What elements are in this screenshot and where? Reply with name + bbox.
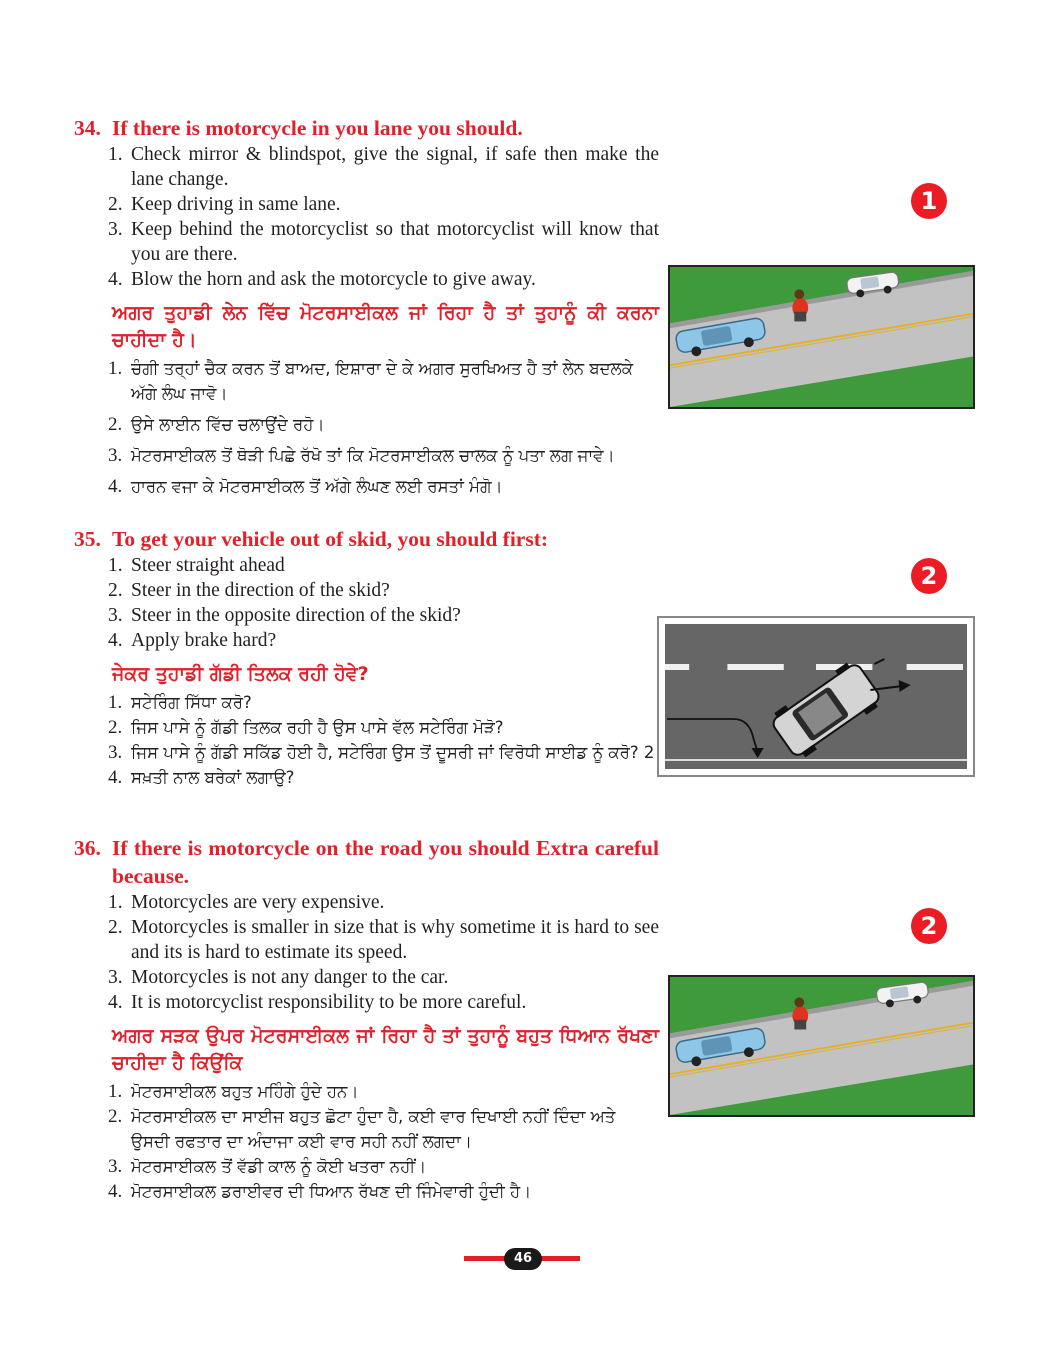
options-pa — [74, 690, 659, 790]
question-text: If there is motorcycle on the road you should Extra careful because. — [112, 836, 659, 888]
option-pa: 3. ਜਿਸ ਪਾਸੇ ਨੂੰ ਗੱਡੀ ਸਕਿੱਡ ਹੋਈ ਹੈ, ਸਟੇਰਿੰਗ ਉਸ ਤੋਂ ਦੂਸਰੀ ਜਾਂ ਵਿਰੋਧੀ ਸਾਈਡ ਨੂੰ ਕਰੋ? 2 — [108, 742, 655, 763]
option-en: 4. Apply brake hard? — [108, 630, 277, 651]
option-pa: 2. ਉਸੇ ਲਾਈਨ ਵਿੱਚ ਚਲਾਉਂਦੇ ਰਹੋ। — [108, 414, 325, 435]
option-pa: 2. ਜਿਸ ਪਾਸੇ ਨੂੰ ਗੱਡੀ ਤਿਲਕ ਰਹੀ ਹੈ ਉਸ ਪਾਸੇ ਵੱਲ ਸਟੇਰਿੰਗ ਮੋੜੋ? — [108, 717, 504, 738]
road-scene-image — [670, 267, 973, 407]
option-pa: 4. ਸਖ਼ਤੀ ਨਾਲ ਬਰੇਕਾਂ ਲਗਾਉ? — [108, 767, 295, 788]
answer-badge-34: 1 — [911, 183, 947, 219]
option-en: 1. Check mirror & blindspot, give the signal, if safe then make the lane change. — [108, 144, 659, 190]
option-en: 1. Motorcycles are very expensive. — [108, 892, 385, 913]
question-text: To get your vehicle out of skid, you should first: — [112, 527, 549, 551]
option-pa: 4. ਮੋਟਰਸਾਈਕਲ ਡਰਾਈਵਰ ਦੀ ਧਿਆਨ ਰੱਖਣ ਦੀ ਜਿੰਮੇਵਾਰੀ ਹੁੰਦੀ ਹੈ। — [108, 1181, 532, 1202]
question-34-title-pa: ਅਗਰ ਤੁਹਾਡੀ ਲੇਨ ਵਿੱਚ ਮੋਟਰਸਾਈਕਲ ਜਾਂ ਰਿਹਾ ਹੈ ਤਾਂ ਤੁਹਾਨੂੰ ਕੀ ਕਰਨਾ ਚਾਹੀਦਾ ਹੈ। — [112, 302, 659, 351]
skid-illustration — [657, 616, 975, 777]
option-pa: 1. ਸਟੇਰਿੰਗ ਸਿੱਧਾ ਕਰੋ? — [108, 692, 252, 713]
motorcycle-road-illustration — [668, 975, 975, 1117]
option-pa: 1. ਚੰਗੀ ਤਰ੍ਹਾਂ ਚੈਕ ਕਰਨ ਤੋਂ ਬਾਅਦ, ਇਸ਼ਾਰਾ ਦੇ ਕੇ ਅਗਰ ਸੁਰਖਿਅਤ ਹੈ ਤਾਂ ਲੇਨ ਬਦਲਕੇ ਅੱਗੇ ਲੰਘ ਜਾਵੋ। — [108, 358, 633, 403]
option-en: 3. Keep behind the motorcyclist so that motorcyclist will know that you are there. — [108, 219, 659, 265]
option-pa: 3. ਮੋਟਰਸਾਈਕਲ ਤੋਂ ਵੱਡੀ ਕਾਲ ਨੂੰ ਕੋਈ ਖਤਰਾ ਨਹੀਂ। — [108, 1156, 427, 1177]
question-36-title-pa: ਅਗਰ ਸੜਕ ਉਪਰ ਮੋਟਰਸਾਈਕਲ ਜਾਂ ਰਿਹਾ ਹੈ ਤਾਂ ਤੁਹਾਨੂੰ ਬਹੁਤ ਧਿਆਨ ਰੱਖਣਾ ਚਾਹੀਦਾ ਹੈ ਕਿਉਂਕਿ — [112, 1025, 659, 1074]
option-pa: 2. ਮੋਟਰਸਾਈਕਲ ਦਾ ਸਾਈਜ ਬਹੁਤ ਛੋਟਾ ਹੁੰਦਾ ਹੈ, ਕਈ ਵਾਰ ਦਿਖਾਈ ਨਹੀਂ ਦਿੰਦਾ ਅਤੇ ਉਸਦੀ ਰਫਤਾਰ ਦਾ ਅੰਦਾਜਾ ਕਈ ਵਾਰ ਸਹੀ ਨਹੀਂ ਲਗਦਾ। — [108, 1106, 616, 1151]
option-en: 4. It is motorcyclist responsibility to be more careful. — [108, 992, 527, 1013]
option-en: 2. Keep driving in same lane. — [108, 194, 341, 215]
question-number: 36. — [74, 836, 101, 860]
options-en — [74, 553, 659, 653]
option-en: 3. Motorcycles is not any danger to the car. — [108, 967, 449, 988]
skid-scene-image — [665, 624, 967, 769]
option-en: 2. Motorcycles is smaller in size that is why sometime it is hard to see and its is hard to estimate its speed. — [108, 917, 659, 963]
question-number: 34. — [74, 116, 101, 140]
options-pa — [74, 356, 659, 499]
road-scene-image — [670, 977, 973, 1115]
option-en: 3. Steer in the opposite direction of the skid? — [108, 605, 461, 626]
option-pa: 4. ਹਾਰਨ ਵਜਾ ਕੇ ਮੋਟਰਸਾਈਕਲ ਤੋਂ ਅੱਗੇ ਲੰਘਣ ਲਈ ਰਸਤਾਂ ਮੰਗੋ। — [108, 476, 503, 497]
option-pa: 3. ਮੋਟਰਸਾਈਕਲ ਤੋਂ ਥੋੜੀ ਪਿਛੇ ਰੱਖੋ ਤਾਂ ਕਿ ਮੋਟਰਸਾਈਕਲ ਚਾਲਕ ਨੂੰ ਪਤਾ ਲਗ ਜਾਵੇ। — [108, 445, 615, 466]
options-en — [74, 142, 659, 292]
question-35-title-pa: ਜੇਕਰ ਤੁਹਾਡੀ ਗੱਡੀ ਤਿਲਕ ਰਹੀ ਹੋਵੇ? — [112, 663, 369, 685]
option-en: 1. Steer straight ahead — [108, 555, 285, 576]
question-36 — [74, 834, 659, 1204]
question-34-title — [74, 114, 659, 142]
answer-badge-36: 2 — [911, 908, 947, 944]
answer-badge-35: 2 — [911, 558, 947, 594]
option-en: 4. Blow the horn and ask the motorcycle to give away. — [108, 269, 536, 290]
question-number: 35. — [74, 527, 101, 551]
options-pa — [74, 1079, 659, 1204]
question-35-title — [74, 525, 659, 553]
motorcycle-lane-illustration — [668, 265, 975, 409]
question-text: If there is motorcycle in you lane you should. — [112, 116, 523, 140]
page-number: 46 — [504, 1248, 542, 1270]
option-pa: 1. ਮੋਟਰਸਾਈਕਲ ਬਹੁਤ ਮਹਿੰਗੇ ਹੁੰਦੇ ਹਨ। — [108, 1081, 359, 1102]
question-36-title — [74, 834, 659, 890]
question-35 — [74, 525, 659, 790]
options-en — [74, 890, 659, 1015]
question-34 — [74, 114, 659, 499]
option-en: 2. Steer in the direction of the skid? — [108, 580, 390, 601]
